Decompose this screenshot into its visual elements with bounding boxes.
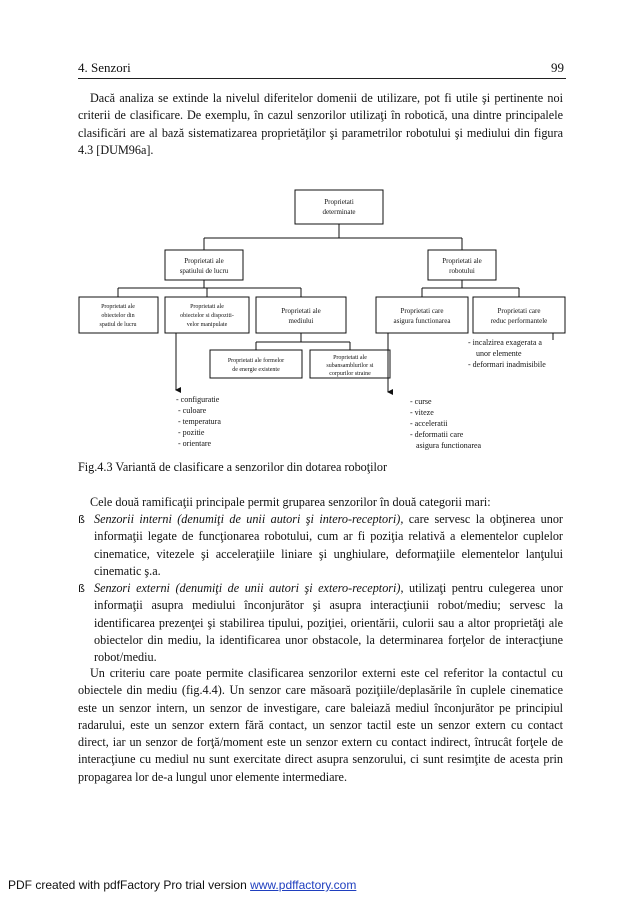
objects-devices-label-2: obiectelor si dispoziti-	[180, 313, 234, 319]
chapter-title: 4. Senzori	[78, 60, 131, 75]
bullet-marker: ß	[78, 582, 85, 595]
energy-forms-label-1: Proprietati ale formelor	[227, 358, 285, 364]
bullets-intro: Cele două ramificaţii principale permit gruparea senzorilor în două categorii mari:	[90, 495, 491, 509]
bullet-term: Senzori externi (denumiţi de unii autori şi extero-receptori)	[94, 581, 401, 595]
environment-label-2: mediului	[288, 317, 314, 325]
bullet-term: Senzorii interni (denumiţi de unii autori şi intero-receptori),	[94, 512, 404, 526]
left-list-item: - pozitie	[178, 428, 205, 437]
energy-forms-label-2: de energie existente	[232, 367, 280, 373]
box-root	[295, 190, 383, 224]
box-environment	[256, 297, 346, 333]
intro-paragraph: Dacă analiza se extinde la nivelul diferitelor domenii de utilizare, pot fi utile şi pertinente noi criterii de clasificare. De exemplu, în cazul senzorilor utilizaţi în robotică, una dintre principalele clasificări are al bază sistematizarea proprietăţilor şi parametrilor robotului şi mediului din figura 4.3 [DUM96a].	[78, 91, 563, 157]
objects-workspace-label-3: spatiul de lucru	[99, 322, 137, 328]
subassemblies-label-2: subansamblurilor si	[326, 363, 374, 369]
performance-label-2: reduc performantele	[490, 317, 548, 325]
middle-list-item: - deformatii care	[410, 430, 464, 439]
right-list-item: - incalzirea exagerata a	[468, 338, 542, 347]
left-list-item: - configuratie	[176, 395, 220, 404]
root-label-1: Proprietati	[324, 198, 354, 206]
objects-workspace-label-2: obiectelor din	[101, 313, 135, 319]
left-list-item: - orientare	[178, 439, 212, 448]
middle-list-item: - curse	[410, 397, 432, 406]
page-number: 99	[551, 60, 564, 75]
robot-label-2: robotului	[449, 267, 475, 275]
bullet-body: , utilizaţi pentru culegerea unor informaţii asupra mediului înconjurător şi asupra interacţiunii robot/mediu; servesc la identificarea prezenţei şi stabilirea tipului, poziţiei, orientării, culorii sau a altor proprietăţi ale obiectelor din mediu, la identificarea unor obstacole, la determinarea forţelor de interacţiune robot/mediu.	[94, 581, 563, 665]
box-workspace	[165, 250, 243, 280]
left-list-item: - culoare	[178, 406, 207, 415]
middle-list-item: - acceleratii	[410, 419, 448, 428]
right-list-item: - deformari inadmisibile	[468, 360, 546, 369]
box-performance	[473, 297, 565, 333]
robot-label-1: Proprietati ale	[442, 257, 482, 265]
closing-paragraph: Un criteriu care poate permite clasificarea senzorilor externi este cel referitor la contactul cu obiectele din mediu (fig.4.4). Un senzor care măsoară poziţiile/deplasările în cuplele cinematice este un senzor intern, un senzor de investigare, care baleiază mediul înconjurător pe principiul radarului, este un senzor extern fără contact, un senzor tactil este un senzor extern cu contact direct, iar un senzor de forţă/moment este un senzor extern cu contact indirect, întrucât forţele de interacţiune cu mediul nu sunt exercitate direct asupra senzorului, ci sunt resimţite de acesta prin propagarea lor de-a lungul unor elemente intermediare.	[78, 666, 563, 784]
objects-workspace-label-1: Proprietati ale	[101, 304, 135, 310]
operation-label-2: asigura functionarea	[393, 317, 451, 325]
environment-label-1: Proprietati ale	[281, 307, 321, 315]
root-label-2: determinate	[322, 208, 356, 216]
box-robot	[428, 250, 496, 280]
pdf-footer	[8, 878, 356, 892]
left-list-item: - temperatura	[178, 417, 221, 426]
bullet-text	[94, 580, 563, 666]
performance-label-1: Proprietati care	[497, 307, 541, 315]
figure-caption: Fig.4.3 Variantă de clasificare a senzorilor din dotarea roboţilor	[78, 460, 388, 474]
bullet-item-internal-sensors	[78, 511, 563, 580]
workspace-label-1: Proprietati ale	[184, 257, 224, 265]
objects-devices-label-3: velor manipulate	[186, 322, 228, 328]
right-list-item: unor elemente	[476, 349, 522, 358]
bullet-text	[94, 511, 563, 580]
workspace-label-2: spatiului de lucru	[179, 267, 229, 275]
box-energy-forms	[210, 350, 302, 378]
middle-list-item: asigura functionarea	[416, 441, 482, 450]
bullet-item-external-sensors	[78, 580, 563, 666]
subassemblies-label-3: corpurilor straine	[329, 371, 371, 377]
operation-label-1: Proprietati care	[400, 307, 444, 315]
middle-list-item: - viteze	[410, 408, 434, 417]
bullet-body: care servesc la obţinerea unor informaţii legate de funcţionarea robotului, cum ar fi poziţia relativă a elementelor cuplelor cinematice, vitezele şi acceleraţiile liniare şi unghiulare, deformaţiile elementelor lanţului cinematic ş.a.	[94, 512, 563, 578]
subassemblies-label-1: Proprietati ale	[333, 355, 367, 361]
bullet-marker: ß	[78, 513, 85, 526]
objects-devices-label-1: Proprietati ale	[190, 304, 224, 310]
footer-text: PDF created with pdfFactory Pro trial version	[8, 878, 251, 892]
box-operation	[376, 297, 468, 333]
footer-link[interactable]: www.pdffactory.com	[250, 878, 357, 892]
